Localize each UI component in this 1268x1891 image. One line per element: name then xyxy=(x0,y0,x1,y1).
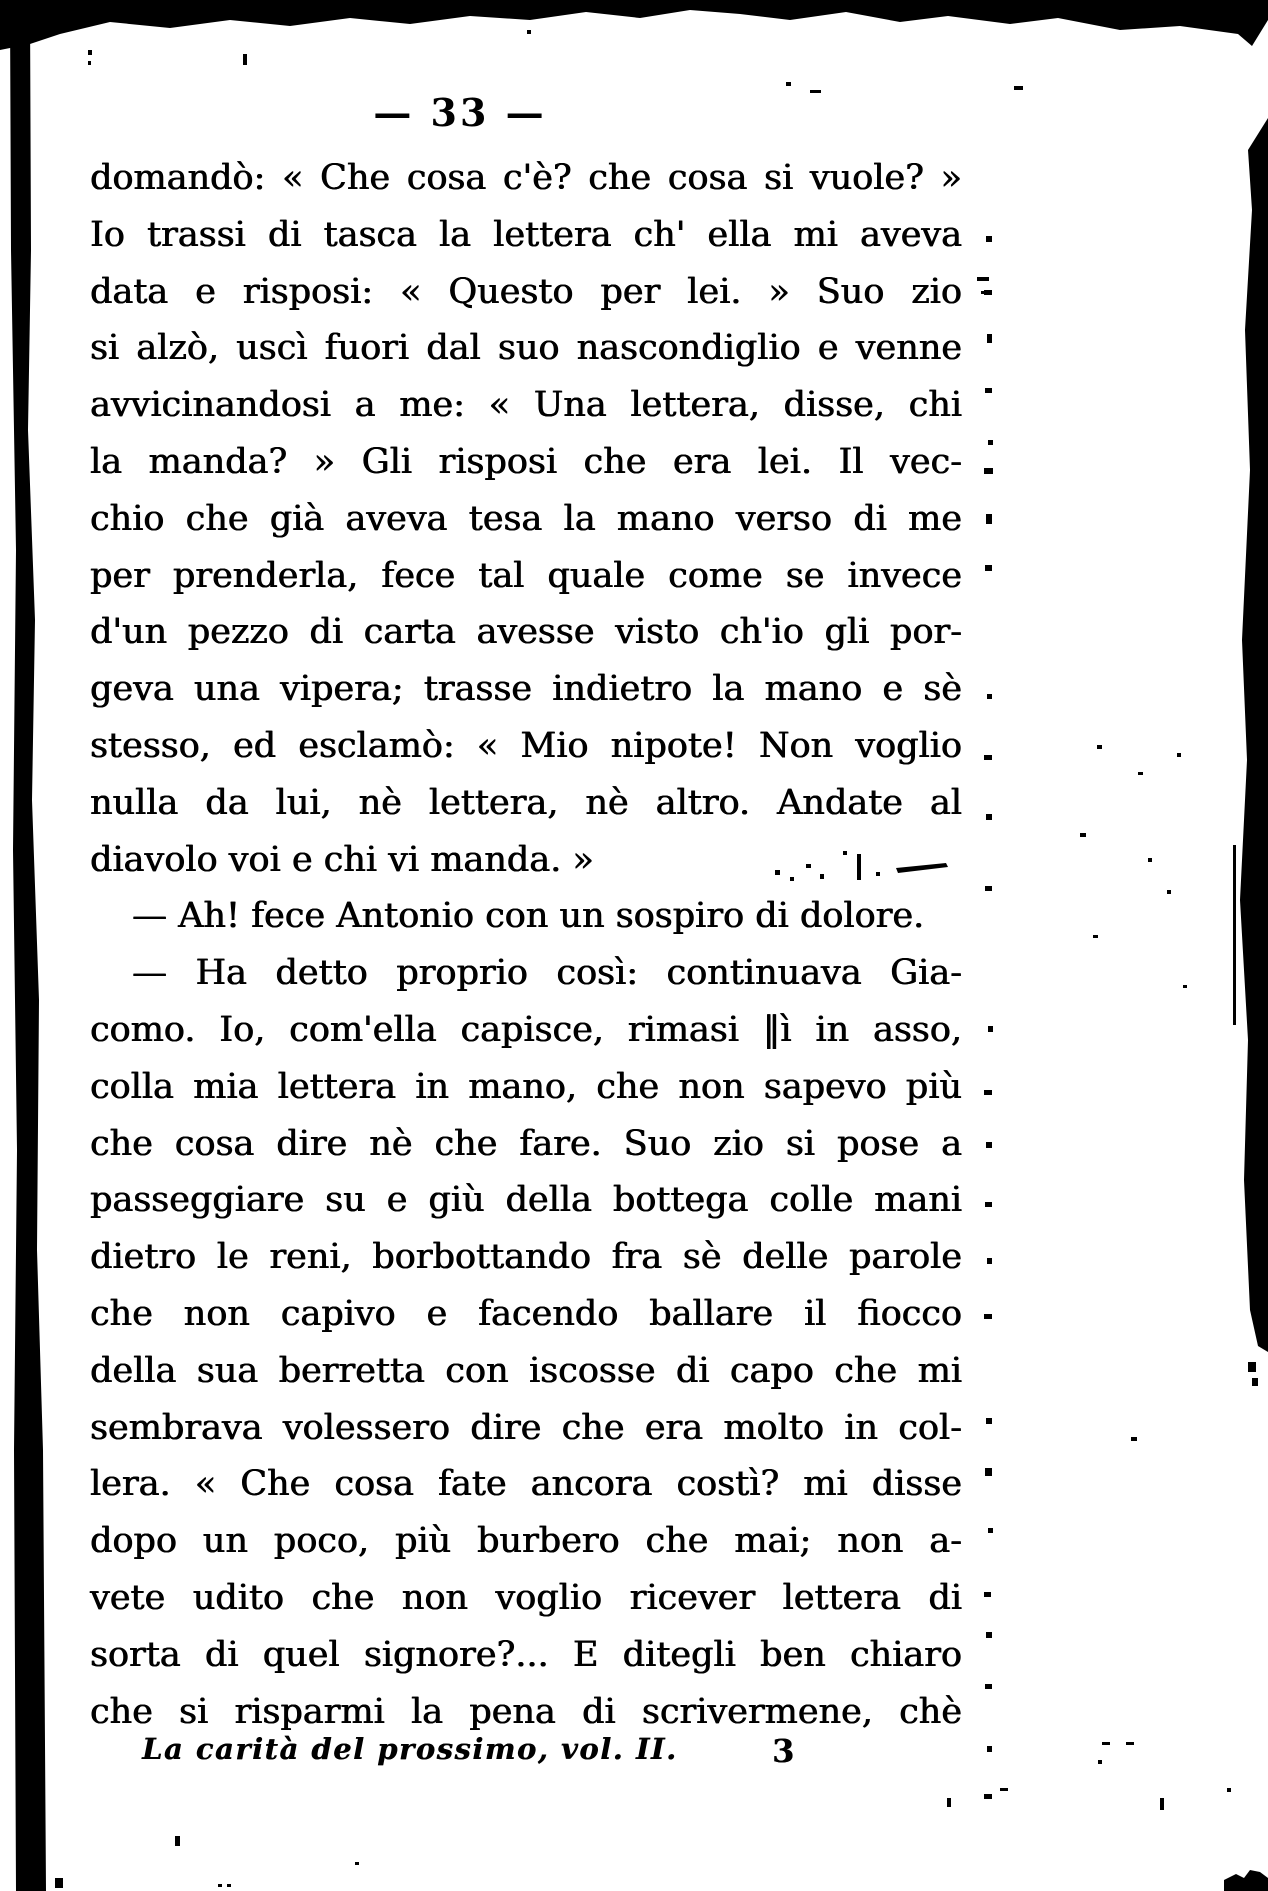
text-line: che si risparmi la pena di scrivermene, chè xyxy=(90,1691,962,1732)
text-line: della sua berretta con iscosse di capo che mi xyxy=(90,1350,962,1391)
body-text xyxy=(90,150,962,1740)
signature-number: 3 xyxy=(772,1732,795,1770)
running-title: La carità del prossimo, vol. II. xyxy=(142,1732,678,1766)
page-number: — 33 — xyxy=(373,90,547,135)
text-line: d'un pezzo di carta avesse visto ch'io gli por- xyxy=(90,612,962,653)
text-line: stesso, ed esclamò: « Mio nipote! Non voglio xyxy=(90,725,962,766)
scan-border-right xyxy=(1240,118,1268,1352)
text-line: domandò: « Che cosa c'è? che cosa si vuole? » xyxy=(90,158,962,198)
text-line: passeggiare su e giù della bottega colle mani xyxy=(90,1180,962,1221)
page-footer xyxy=(142,1732,862,1776)
scan-blob-bottom-right xyxy=(1224,1870,1268,1891)
text-line: — Ah! fece Antonio con un sospiro di dolore. xyxy=(132,896,925,937)
text-line: nulla da lui, nè lettera, nè altro. Andate al xyxy=(90,782,962,823)
text-line: diavolo voi e chi vi manda. » xyxy=(90,839,594,880)
bleed-marks xyxy=(984,236,993,1799)
text-line: che cosa dire nè che fare. Suo zio si pose a xyxy=(90,1123,962,1164)
text-line: — Ha detto proprio così: continuava Gia- xyxy=(132,953,962,994)
text-line: data e risposi: « Questo per lei. » Suo zio xyxy=(90,271,962,312)
text-line: Io trassi di tasca la lettera ch' ella mi aveva xyxy=(90,214,962,255)
text-line: che non capivo e facendo ballare il fiocco xyxy=(90,1293,962,1334)
text-line: la manda? » Gli risposi che era lei. Il vec- xyxy=(90,441,962,482)
text-line: avvicinandosi a me: « Una lettera, disse, chi xyxy=(90,385,962,426)
scan-border-left xyxy=(10,6,46,1891)
text-line: colla mia lettera in mano, che non sapevo più xyxy=(90,1066,962,1107)
text-line: si alzò, uscì fuori dal suo nascondiglio e venne xyxy=(90,328,962,369)
text-line: sorta di quel signore?... E ditegli ben chiaro xyxy=(90,1634,962,1675)
text-line: sembrava volessero dire che era molto in col- xyxy=(90,1407,962,1448)
text-line: chio che già aveva tesa la mano verso di me xyxy=(90,498,962,539)
text-line: como. Io, com'ella capisce, rimasi ‖ì in asso, xyxy=(90,1009,962,1050)
scan-border-top xyxy=(0,0,1268,50)
text-line: vete udito che non voglio ricever lettera di xyxy=(90,1577,962,1618)
text-line: lera. « Che cosa fate ancora costì? mi disse xyxy=(90,1464,962,1505)
text-line: dopo un poco, più burbero che mai; non a- xyxy=(90,1521,962,1562)
text-line: per prenderla, fece tal quale come se invece xyxy=(90,555,962,596)
text-line: dietro le reni, borbottando fra sè delle parole xyxy=(90,1237,962,1278)
text-line: geva una vipera; trasse indietro la mano e sè xyxy=(90,669,962,710)
